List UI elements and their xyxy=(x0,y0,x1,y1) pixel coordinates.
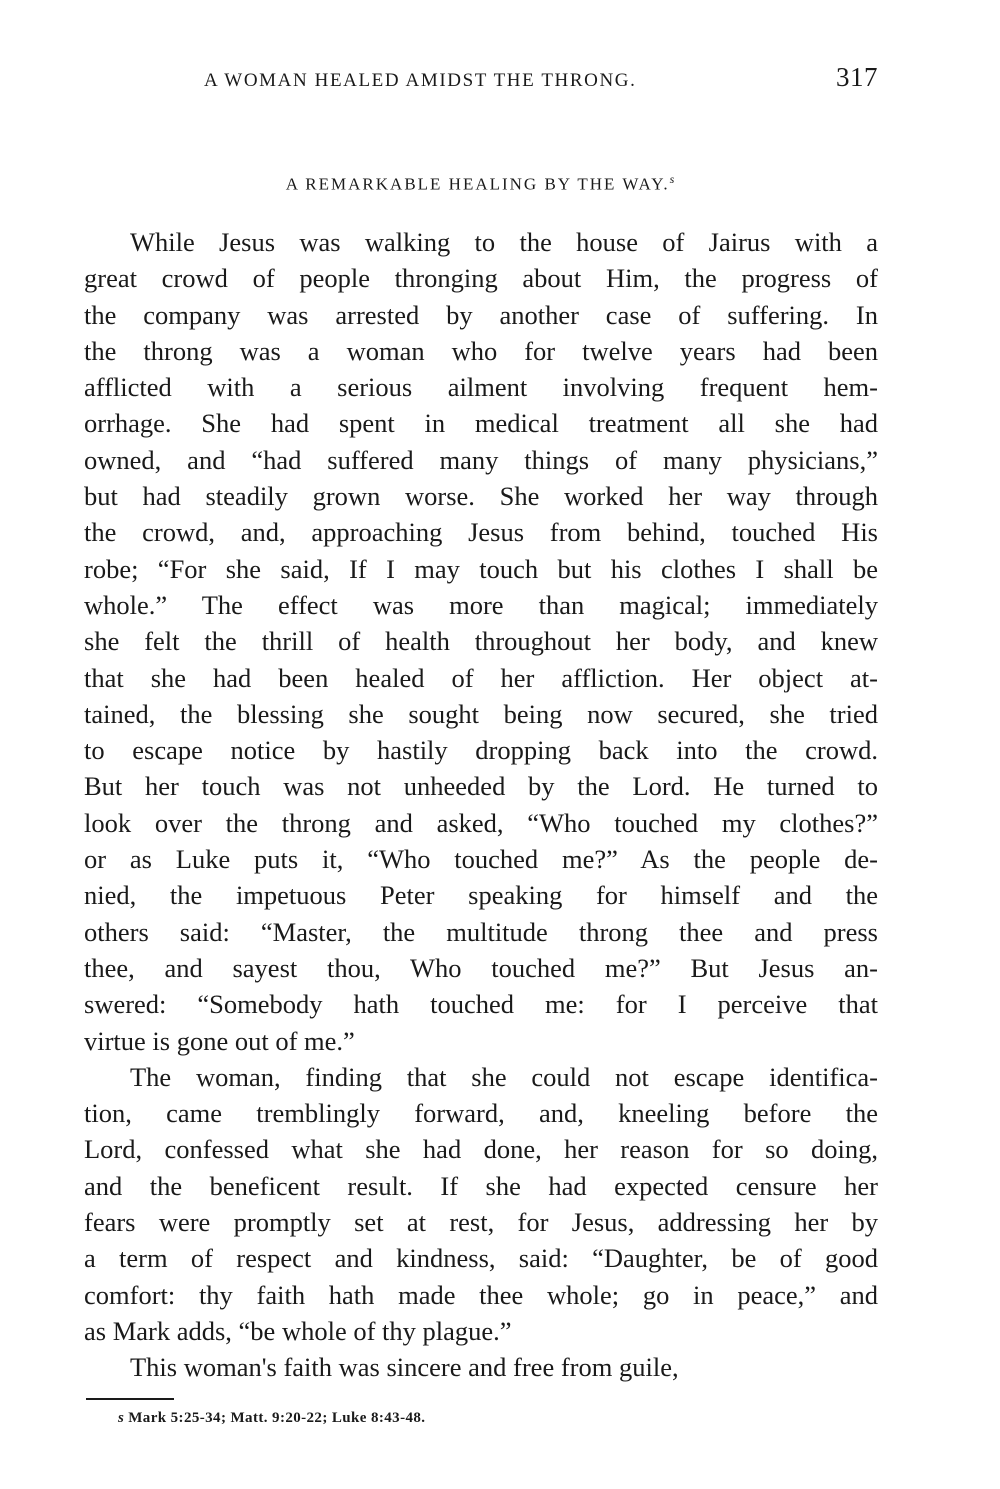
text-line: afflicted with a serious ailment involving frequent hem- xyxy=(84,372,878,403)
text-line: nied, the impetuous Peter speaking for himself and the xyxy=(84,880,878,911)
text-line: comfort: thy faith hath made thee whole; go in peace,” and xyxy=(84,1279,878,1310)
text-line: fears were promptly set at rest, for Jesus, addressing her by xyxy=(84,1207,878,1238)
text-line: tained, the blessing she sought being now secured, she tried xyxy=(84,698,878,729)
text-line: swered: “Somebody hath touched me: for I perceive that xyxy=(84,989,878,1020)
text-line: the throng was a woman who for twelve years had been xyxy=(84,335,878,366)
running-head xyxy=(82,62,878,98)
footnote-mark: s xyxy=(118,1410,125,1426)
text-line: a term of respect and kindness, said: “Daughter, be of good xyxy=(84,1243,878,1274)
text-line: or as Luke puts it, “Who touched me?” As the people de- xyxy=(84,844,878,875)
text-line: Lord, confessed what she had done, her reason for so doing, xyxy=(84,1134,878,1165)
text-line: The woman, finding that she could not escape identifica- xyxy=(130,1061,878,1092)
text-line: whole.” The effect was more than magical; immediately xyxy=(84,589,878,620)
text-line: others said: “Master, the multitude throng thee and press xyxy=(84,916,878,947)
text-line: to escape notice by hastily dropping back into the crowd. xyxy=(84,735,878,766)
page-number: 317 xyxy=(836,62,878,92)
section-heading-text: A REMARKABLE HEALING BY THE WAY. xyxy=(285,174,670,194)
section-heading xyxy=(82,172,878,195)
footnote-reference: s xyxy=(669,172,675,186)
footnote xyxy=(118,1410,425,1427)
running-title: A WOMAN HEALED AMIDST THE THRONG. xyxy=(204,70,637,91)
text-line: the crowd, and, approaching Jesus from behind, touched His xyxy=(84,517,878,548)
body-text xyxy=(84,224,878,1386)
text-line: and the beneficent result. If she had expected censure her xyxy=(84,1170,878,1201)
paragraph xyxy=(84,1349,878,1385)
paragraph xyxy=(84,1059,878,1349)
text-line: as Mark adds, “be whole of thy plague.” xyxy=(84,1315,512,1346)
text-line: the company was arrested by another case of suffering. In xyxy=(84,299,878,330)
text-line: thee, and sayest thou, Who touched me?” But Jesus an- xyxy=(84,952,878,983)
text-line: look over the throng and asked, “Who touched my clothes?” xyxy=(84,807,878,838)
footnote-text: Mark 5:25-34; Matt. 9:20-22; Luke 8:43-48. xyxy=(128,1410,426,1426)
text-line: But her touch was not unheeded by the Lord. He turned to xyxy=(84,771,878,802)
text-line: This woman's faith was sincere and free from guile, xyxy=(130,1352,679,1383)
text-line: that she had been healed of her affliction. Her object at- xyxy=(84,662,878,693)
paragraph xyxy=(84,224,878,1059)
text-line: orrhage. She had spent in medical treatment all she had xyxy=(84,408,878,439)
text-line: robe; “For she said, If I may touch but his clothes I shall be xyxy=(84,553,878,584)
text-line: great crowd of people thronging about Him, the progress of xyxy=(84,263,878,294)
text-line: she felt the thrill of health throughout her body, and knew xyxy=(84,626,878,657)
text-line: but had steadily grown worse. She worked her way through xyxy=(84,481,878,512)
text-line: tion, came tremblingly forward, and, kneeling before the xyxy=(84,1098,878,1129)
text-line: virtue is gone out of me.” xyxy=(84,1025,355,1056)
footnote-divider xyxy=(86,1398,174,1400)
text-line: While Jesus was walking to the house of Jairus with a xyxy=(130,227,878,257)
text-line: owned, and “had suffered many things of many physicians,” xyxy=(84,444,878,475)
